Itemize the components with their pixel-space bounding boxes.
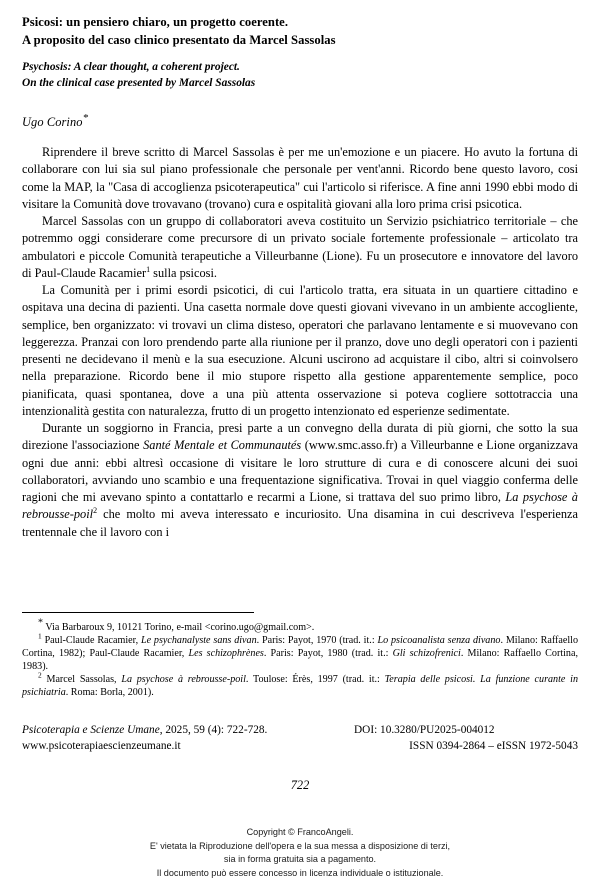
paragraph-4-text-b: (www.smc.asso.fr) a Villeurbanne e Lione organizzava ogni due anni: ebbi altresì occasione di visitare le loro strutture di cura e di conoscere alcuni dei suoi collaboratori, avviando uno scambio e una frequentazione significativa. Trovai in quel viaggio conferma delle ragioni che mi avevano spinto a contattarlo e recarmi a Lione, si trattava del suo primo libro,	[22, 438, 579, 504]
journal-citation-row	[22, 723, 578, 739]
association-name: Santé Mentale et Communautés	[143, 438, 302, 453]
article-subtitle-english	[22, 60, 578, 91]
journal-volume-pages: , 2025, 59 (4): 722-728.	[159, 724, 268, 736]
body-paragraph-4	[22, 420, 578, 541]
subtitle-line-2: On the clinical case presented by Marcel Sassolas	[22, 76, 256, 89]
author-label: Ugo Corino	[22, 115, 83, 129]
copyright-notice	[0, 826, 600, 880]
title-line-2: A proposito del caso clinico presentato da Marcel Sassolas	[22, 32, 336, 47]
author-footnote-marker: *	[82, 111, 89, 124]
footnote-1	[22, 631, 579, 673]
paragraph-4-text-a: Durante un soggiorno in Francia, presi parte a un convegno della durata di più giorni, che sotto la sua direzione l'associazione	[22, 421, 578, 453]
footnotes-section	[22, 617, 579, 700]
copyright-line-2: E' vietata la Riproduzione dell'opera e la sua messa a disposizione di terzi,	[149, 840, 451, 851]
paragraph-4-text-c: che molto mi aveva interessato e incuriosito. Una disamina in cui descriveva l'esperienza trentennale che il lavoro con i	[22, 507, 578, 539]
footnote-separator-rule	[22, 612, 254, 613]
article-content	[22, 14, 578, 541]
footnote-ref-1[interactable]: 1	[146, 264, 151, 274]
paragraph-2-text-a: Marcel Sassolas con un gruppo di collaboratori aveva costituito un Servizio psichiatrico territoriale – che potremmo oggi considerare come precursore di un privato sociale fortemente professionale – articolato tra ambulatori e piccole Comunità terapeutiche a Villeurbanne (Lione). Fu un prosecutore e innovatore del lavoro di Paul-Claude Racamier	[22, 214, 578, 280]
paragraph-2-text-b: sulla psicosi.	[150, 265, 217, 280]
journal-doi[interactable]: DOI: 10.3280/PU2025-004012	[354, 724, 495, 736]
copyright-line-4: Il documento può essere concesso in licenza individuale o istituzionale.	[156, 867, 444, 878]
copyright-line-1: Copyright © FrancoAngeli.	[246, 827, 354, 837]
page-number: 722	[290, 778, 310, 792]
footnote-marker-1: 1	[38, 631, 42, 641]
copyright-line-3: sia in forma gratuita sia a pagamento.	[223, 854, 377, 865]
journal-info	[22, 723, 578, 754]
body-paragraph-2	[22, 213, 578, 282]
title-line-1: Psicosi: un pensiero chiaro, un progetto coerente.	[22, 15, 289, 29]
footnote-1-parts: Paul-Claude Racamier, Le psychanalyste sans divan. Paris: Payot, 1970 (trad. it.: Lo psicoanalista senza divano. Milano: Raffaello Cortina, 1982); Paul-Claude Racamier, Les schizophrènes. Paris: Payot, 1980 (trad. it.: Gli schizofrenici. Milano: Raffaello Cortina, 1983).	[22, 635, 579, 673]
journal-citation	[22, 723, 267, 739]
footnote-2	[22, 673, 578, 699]
footnote-2-parts: Marcel Sassolas, La psychose à rebrousse-poil. Toulose: Érès, 1997 (trad. it.: Terapia delle psicosi. La funzione curante in psichiatria. Roma: Borla, 2001).	[22, 674, 578, 699]
subtitle-line-1: Psychosis: A clear thought, a coherent project.	[22, 61, 240, 73]
article-body	[22, 144, 578, 541]
journal-name: Psicoterapia e Scienze Umane	[22, 724, 160, 736]
footnote-asterisk	[22, 617, 578, 634]
body-paragraph-1: Riprendere il breve scritto di Marcel Sassolas è per me un'emozione e un piacere. Ho avuto la fortuna di collaborare con lui sia sul piano professionale che personale per vent'anni. Ricordo bene questo lavoro, cosi come la MAP, la "Casa di accoglienza psicoterapeutica" cui l'articolo si riferisce. A fine anni 1990 ebbi modo di visitare la Comunità dove trovavano (trovano) cura e ospitalità giovani alla loro prima crisi psicotica.	[22, 145, 578, 211]
footnote-marker-asterisk: *	[38, 617, 43, 629]
journal-issn: ISSN 0394-2864 – eISSN 1972-5043	[409, 739, 578, 752]
footnote-ref-2[interactable]: 2	[93, 506, 98, 516]
footnote-asterisk-text: Via Barbaroux 9, 10121 Torino, e-mail <corino.ugo@gmail.com>.	[45, 622, 315, 633]
journal-website[interactable]: www.psicoterapiaescienzeumane.it	[22, 739, 181, 752]
footnote-marker-2: 2	[38, 671, 42, 681]
article-title	[22, 14, 578, 49]
journal-web-row	[22, 739, 578, 755]
author-name	[22, 111, 578, 130]
body-paragraph-3: La Comunità per i primi esordi psicotici, di cui l'articolo tratta, era situata in un quartiere cittadino e ospitava una decina di pazienti. Una casetta normale dove questi giovani vivevano in un ambiente accogliente, semplice, ben organizzato: vi trovavi un clima disteso, operatori che parlavano lentamente e si muovevano con leggerezza. Pranzai con loro prendendo parte alla riunione per il pranzo, dove uno degli operatori con i pazienti presenti ne decidevano il menù e la sua esecuzione. Alcuni uscirono ad acquistare il cibo, altri si coinvolsero nella preparazione. Ricordo bene il mio stupore rispetto alla gestione apparentemente semplice, poco pianificata, quasi spontanea, dove a una più attenta osservazione si poteva cogliere sottotraccia una intenzionalità gestita con naturalezza, frutto di un progetto intenzionato ed esperienze sedimentate.	[22, 283, 578, 418]
book-title-rebrousse-poil: La psychose à rebrousse-poil	[22, 490, 578, 522]
